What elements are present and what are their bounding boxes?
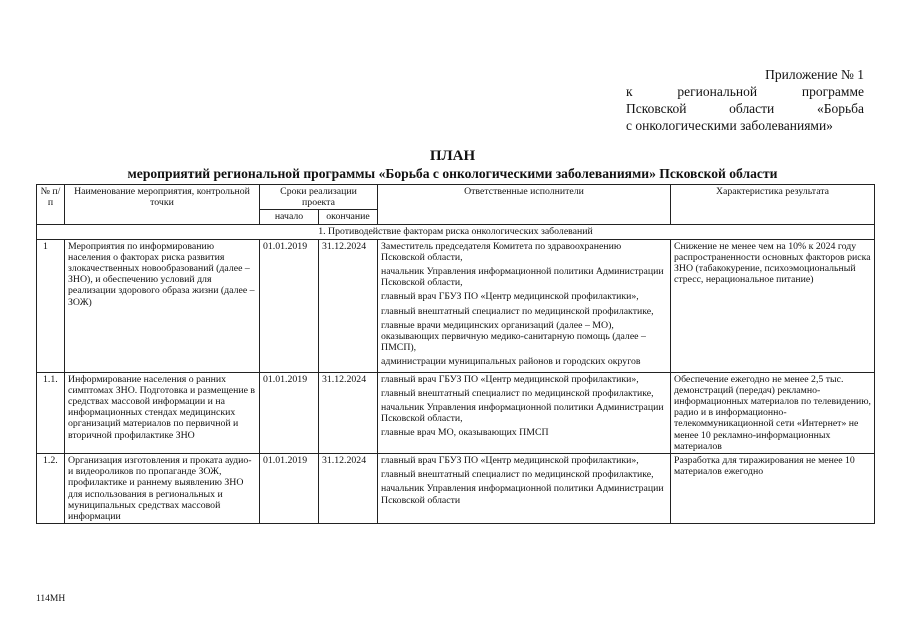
appendix-word: к xyxy=(626,84,633,99)
responsible-item: главный врач ГБУЗ ПО «Центр медицинской профилактики», xyxy=(381,455,639,467)
footer-code: 114МН xyxy=(36,594,66,604)
plan-table xyxy=(36,184,875,524)
plan-heading xyxy=(0,148,905,182)
responsible-item: главные врачи медицинских организаций (далее – МО), оказывающих первичную медико-санитарную помощь (далее – ПМСП), xyxy=(381,319,646,354)
header-responsible: Ответственные исполнители xyxy=(378,185,671,225)
appendix-word: программе xyxy=(801,84,864,99)
header-name: Наименование мероприятия, контрольной точки xyxy=(65,185,260,225)
row-name: Информирование населения о ранних симптомах ЗНО. Подготовка и размещение в средствах массовой информации и на информационных стендах медицинских организаций материалов по первичной и вторичной профилактике ЗНО xyxy=(65,372,260,453)
table-row xyxy=(37,372,875,453)
table-row xyxy=(37,454,875,524)
row-name: Мероприятия по информированию населения о факторах риска развития злокачественных новообразований (далее – ЗНО), и обеспечению условий для реализации здорового образа жизни (далее – ЗОЖ) xyxy=(65,239,260,372)
responsible-item: главный врач ГБУЗ ПО «Центр медицинской профилактики», xyxy=(381,373,639,385)
appendix-line-1 xyxy=(626,83,864,100)
responsible-item: главный внештатный специалист по медицинской профилактике, xyxy=(381,305,654,317)
responsible-item: начальник Управления информационной политики Администрации Псковской области, xyxy=(381,402,664,425)
row-responsible xyxy=(378,239,671,372)
row-end: 31.12.2024 xyxy=(319,372,378,453)
appendix-word: «Борьба xyxy=(816,101,864,116)
row-responsible xyxy=(378,454,671,524)
plan-title: ПЛАН xyxy=(429,148,476,164)
appendix-word: области xyxy=(729,101,775,116)
header-terms: Сроки реализации проекта xyxy=(260,185,378,210)
row-result: Снижение не менее чем на 10% к 2024 году распространенности основных факторов риска ЗНО (табакокурение, психоэмоциональный стресс, нерациональное питание) xyxy=(671,239,875,372)
appendix-title: Приложение № 1 xyxy=(765,67,864,82)
header-num: № п/п xyxy=(37,185,65,225)
row-end: 31.12.2024 xyxy=(319,454,378,524)
row-start: 01.01.2019 xyxy=(260,372,319,453)
appendix-block xyxy=(626,66,864,134)
plan-subtitle: мероприятий региональной программы «Борьба с онкологическими заболеваниями» Псковской области xyxy=(127,166,778,181)
row-start: 01.01.2019 xyxy=(260,239,319,372)
responsible-item: администрации муниципальных районов и городских округов xyxy=(381,356,641,368)
appendix-line-3: с онкологическими заболеваниями» xyxy=(626,118,833,133)
section-row xyxy=(37,224,875,239)
row-num: 1.1. xyxy=(37,372,65,453)
header-start: начало xyxy=(260,210,319,224)
responsible-item: главные врач МО, оказывающих ПМСП xyxy=(381,427,549,439)
row-end: 31.12.2024 xyxy=(319,239,378,372)
row-result: Разработка для тиражирования не менее 10 материалов ежегодно xyxy=(671,454,875,524)
header-result: Характеристика результата xyxy=(671,185,875,225)
responsible-item: Заместитель председателя Комитета по здравоохранению Псковской области, xyxy=(381,240,622,263)
appendix-word: Псковской xyxy=(626,101,687,116)
section-title: 1. Противодействие факторам риска онкологических заболеваний xyxy=(37,224,875,239)
responsible-item: главный врач ГБУЗ ПО «Центр медицинской профилактики», xyxy=(381,291,639,303)
row-num: 1 xyxy=(37,239,65,372)
appendix-word: региональной xyxy=(677,84,758,99)
row-start: 01.01.2019 xyxy=(260,454,319,524)
responsible-item: начальник Управления информационной политики Администрации Псковской области xyxy=(381,483,664,506)
table-row xyxy=(37,239,875,372)
row-num: 1.2. xyxy=(37,454,65,524)
row-name: Организация изготовления и проката аудио- и видеороликов по пропаганде ЗОЖ, профилактике и раннему выявлению ЗНО для использования в региональных и муниципальных средствах массовой информации xyxy=(65,454,260,524)
header-end: окончание xyxy=(319,210,378,224)
row-responsible xyxy=(378,372,671,453)
row-result: Обеспечение ежегодно не менее 2,5 тыс. демонстраций (передач) рекламно-информационных материалов по телевидению, радио и в информационно-телекоммуникационной сети «Интернет» не менее 10 рекламно-информационных материалов xyxy=(671,372,875,453)
header-row xyxy=(37,185,875,210)
responsible-item: главный внештатный специалист по медицинской профилактике, xyxy=(381,387,654,399)
appendix-line-2 xyxy=(626,100,864,117)
responsible-item: начальник Управления информационной политики Администрации Псковской области, xyxy=(381,266,664,289)
responsible-item: главный внештатный специалист по медицинской профилактике, xyxy=(381,469,654,481)
